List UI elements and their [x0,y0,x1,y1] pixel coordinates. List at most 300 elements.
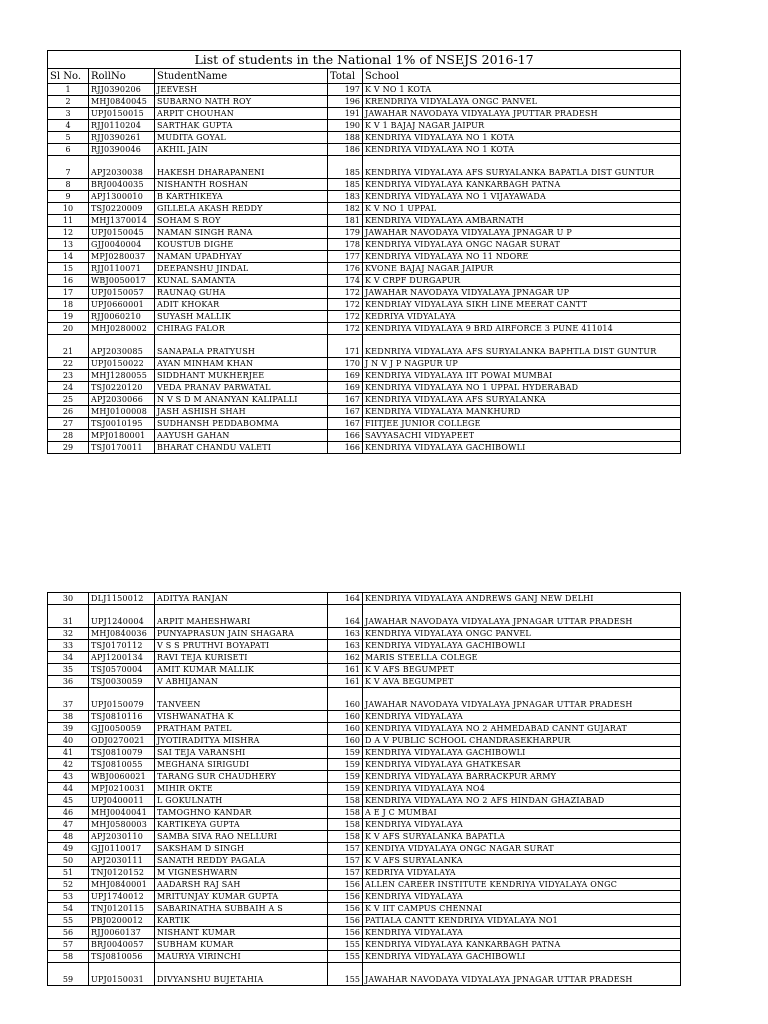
table-row [48,382,681,394]
sl-cell: 4 [48,120,89,132]
total-cell: 169 [328,382,363,394]
roll-no-cell: MHJ1280055 [89,370,155,382]
sl-cell: 46 [48,807,89,819]
school-cell: ALLEN CAREER INSTITUTE KENDRIYA VIDYALAYA ONGC [363,879,681,891]
total-cell: 155 [328,939,363,951]
sl-cell: 54 [48,903,89,915]
sl-cell: 14 [48,251,89,263]
school-cell: KENDIYA VIDYALAYA ONGC NAGAR SURAT [363,843,681,855]
student-name-cell: SUDHANSH PEDDABOMMA [155,418,328,430]
student-name-cell: DIVYANSHU BUJETAHIA [155,963,328,986]
roll-no-cell: APJ2030111 [89,855,155,867]
roll-no-cell: MHJ0840036 [89,628,155,640]
roll-no-cell: BRJ0040057 [89,939,155,951]
roll-no-cell: APJ1300010 [89,191,155,203]
student-name-cell: TARANG SUR CHAUDHERY [155,771,328,783]
roll-no-cell: APJ1200134 [89,652,155,664]
table-row [48,203,681,215]
sl-cell: 13 [48,239,89,251]
school-cell: K V AFS SURYALANKA BAPATLA [363,831,681,843]
total-cell: 155 [328,951,363,963]
table-row [48,676,681,688]
school-cell: KENDRIYA VIDYALAYA AFS SURYALANKA [363,394,681,406]
student-name-cell: N V S D M ANANYAN KALIPALLI [155,394,328,406]
school-cell: KEDRIYA VIDYALAYA [363,311,681,323]
sl-cell: 45 [48,795,89,807]
total-cell: 185 [328,156,363,179]
total-cell: 172 [328,323,363,335]
school-cell: K V NO 1 UPPAL [363,203,681,215]
school-cell: KENDRIYA VIDYALAYA NO 1 KOTA [363,132,681,144]
sl-cell: 57 [48,939,89,951]
total-cell: 190 [328,120,363,132]
sl-cell: 42 [48,759,89,771]
sl-cell: 1 [48,84,89,96]
roll-no-cell: GJJ0050059 [89,723,155,735]
roll-no-cell: MHJ0840045 [89,96,155,108]
total-cell: 167 [328,418,363,430]
school-cell: KENDRIYA VIDYALAYA NO 1 UPPAL HYDERABAD [363,382,681,394]
student-name-cell: KARTIKEYA GUPTA [155,819,328,831]
roll-no-cell: TSJ0220009 [89,203,155,215]
sl-cell: 20 [48,323,89,335]
sl-cell: 44 [48,783,89,795]
table-body [48,84,681,454]
student-name-cell: VEDA PRANAV PARWATAL [155,382,328,394]
roll-no-cell: UPJ0150045 [89,227,155,239]
table-row [48,394,681,406]
table-row [48,239,681,251]
table-row [48,311,681,323]
table-row [48,951,681,963]
table-row [48,179,681,191]
student-name-cell: ARPIT CHOUHAN [155,108,328,120]
total-cell: 159 [328,747,363,759]
school-cell: SAVYASACHI VIDYAPEET [363,430,681,442]
table-row [48,771,681,783]
roll-no-cell: ODJ0270021 [89,735,155,747]
school-cell: KENDRIYA VIDYALAYA [363,819,681,831]
roll-no-cell: TSJ0170112 [89,640,155,652]
school-cell: KENDRIYA VIDYALAYA NO 1 KOTA [363,144,681,156]
sl-cell: 8 [48,179,89,191]
school-cell: KENDRIYA VIDYALAYA AFS SURYALANKA BAPATLA DIST GUNTUR [363,156,681,179]
table-row [48,358,681,370]
sl-cell: 21 [48,335,89,358]
student-name-cell: L GOKULNATH [155,795,328,807]
sl-cell: 47 [48,819,89,831]
sl-cell: 53 [48,891,89,903]
total-cell: 166 [328,442,363,454]
school-cell: KENDRIYA VIDYALAYA NO 2 AHMEDABAD CANNT GUJARAT [363,723,681,735]
table-title: List of students in the National 1% of NSEJS 2016-17 [48,51,681,69]
school-cell: KENDRIYA VIDYALAYA KANKARBAGH PATNA [363,939,681,951]
student-name-cell: SAKSHAM D SINGH [155,843,328,855]
roll-no-cell: TSJ0030059 [89,676,155,688]
roll-no-cell: GJJ0110017 [89,843,155,855]
table-row [48,795,681,807]
roll-no-cell: RJJ0390261 [89,132,155,144]
school-cell: KENDRIYA VIDYALAYA IIT POWAI MUMBAI [363,370,681,382]
table-row [48,287,681,299]
sl-cell: 12 [48,227,89,239]
school-cell: KENDRIYA VIDYALAYA ANDREWS GANJ NEW DELHI [363,593,681,605]
student-name-cell: RAUNAQ GUHA [155,287,328,299]
total-cell: 176 [328,263,363,275]
school-cell: KEDNRIYA VIDYALAYA AFS SURYALANKA BAPHTLA DIST GUNTUR [363,335,681,358]
school-cell: KENDRIYA VIDYALAYA KANKARBAGH PATNA [363,179,681,191]
roll-no-cell: UPJ0150022 [89,358,155,370]
total-cell: 185 [328,179,363,191]
table-row [48,370,681,382]
school-cell: KENDRIYA VIDYALAYA ONGC PANVEL [363,628,681,640]
sl-cell: 23 [48,370,89,382]
total-cell: 158 [328,819,363,831]
student-name-cell: B KARTHIKEYA [155,191,328,203]
student-name-cell: MAURYA VIRINCHI [155,951,328,963]
roll-no-cell: WBJ0050017 [89,275,155,287]
table-body [48,593,681,986]
school-cell: D A V PUBLIC SCHOOL CHANDRASEKHARPUR [363,735,681,747]
sl-cell: 48 [48,831,89,843]
sl-cell: 26 [48,406,89,418]
roll-no-cell: TSJ0570004 [89,664,155,676]
total-cell: 158 [328,795,363,807]
total-cell: 167 [328,406,363,418]
total-cell: 169 [328,370,363,382]
roll-no-cell: APJ2030066 [89,394,155,406]
total-cell: 164 [328,593,363,605]
table-row [48,664,681,676]
school-cell: A E J C MUMBAI [363,807,681,819]
student-name-cell: GILLELA AKASH REDDY [155,203,328,215]
school-cell: K V AFS SURYALANKA [363,855,681,867]
sl-cell: 31 [48,605,89,628]
total-cell: 196 [328,96,363,108]
sl-cell: 58 [48,951,89,963]
sl-cell: 30 [48,593,89,605]
roll-no-cell: RJJ0110071 [89,263,155,275]
header-student-name: StudentName [155,69,328,84]
student-name-cell: PRATHAM PATEL [155,723,328,735]
sl-cell: 32 [48,628,89,640]
sl-cell: 2 [48,96,89,108]
table-row [48,831,681,843]
roll-no-cell: DLJ1150012 [89,593,155,605]
sl-cell: 15 [48,263,89,275]
sl-cell: 43 [48,771,89,783]
sl-cell: 6 [48,144,89,156]
total-cell: 161 [328,676,363,688]
roll-no-cell: TNJ0120115 [89,903,155,915]
total-cell: 160 [328,735,363,747]
table-row [48,711,681,723]
total-cell: 177 [328,251,363,263]
student-name-cell: V S S PRUTHVI BOYAPATI [155,640,328,652]
table-row [48,275,681,287]
student-name-cell: MIHIR OKTE [155,783,328,795]
school-cell: KENDRIAY VIDYALAYA SIKH LINE MEERAT CANTT [363,299,681,311]
students-table [47,50,681,454]
school-cell: J N V J P NAGPUR UP [363,358,681,370]
roll-no-cell: WBJ0060021 [89,771,155,783]
student-name-cell: ADIT KHOKAR [155,299,328,311]
total-cell: 158 [328,831,363,843]
sl-cell: 50 [48,855,89,867]
school-cell: KENDRIYA VIDYALAYA GACHIBOWLI [363,951,681,963]
roll-no-cell: TSJ0810056 [89,951,155,963]
roll-no-cell: MHJ1370014 [89,215,155,227]
student-name-cell: TANVEEN [155,688,328,711]
student-name-cell: NISHANTH ROSHAN [155,179,328,191]
student-name-cell: BHARAT CHANDU VALETI [155,442,328,454]
student-name-cell: SAMBA SIVA RAO NELLURI [155,831,328,843]
sl-cell: 36 [48,676,89,688]
sl-cell: 33 [48,640,89,652]
student-name-cell: SANAPALA PRATYUSH [155,335,328,358]
table-row [48,593,681,605]
student-name-cell: DEEPANSHU JINDAL [155,263,328,275]
table-row [48,132,681,144]
roll-no-cell: UPJ0400011 [89,795,155,807]
table-row [48,406,681,418]
school-cell: JAWAHAR NAVODAYA VIDYALAYA JPNAGAR UTTAR PRADESH [363,688,681,711]
students-table-continued [47,592,681,986]
sl-cell: 39 [48,723,89,735]
table-row [48,867,681,879]
student-name-cell: SABARINATHA SUBBAIH A S [155,903,328,915]
student-name-cell: ADITYA RANJAN [155,593,328,605]
roll-no-cell: GJJ0040004 [89,239,155,251]
sl-cell: 52 [48,879,89,891]
total-cell: 171 [328,335,363,358]
student-name-cell: VISHWANATHA K [155,711,328,723]
student-name-cell: KOUSTUB DIGHE [155,239,328,251]
total-cell: 156 [328,915,363,927]
roll-no-cell: RJJ0110204 [89,120,155,132]
roll-no-cell: MHJ0280002 [89,323,155,335]
sl-cell: 19 [48,311,89,323]
student-name-cell: MUDITA GOYAL [155,132,328,144]
student-name-cell: KUNAL SAMANTA [155,275,328,287]
total-cell: 164 [328,605,363,628]
table-row [48,191,681,203]
sl-cell: 18 [48,299,89,311]
total-cell: 160 [328,723,363,735]
table-row [48,652,681,664]
roll-no-cell: UPJ0150057 [89,287,155,299]
school-cell: JAWAHAR NAVODAYA VIDYALAYA JPNAGAR U P [363,227,681,239]
student-name-cell: AAYUSH GAHAN [155,430,328,442]
roll-no-cell: MPJ0210031 [89,783,155,795]
total-cell: 179 [328,227,363,239]
student-name-cell: NAMAN SINGH RANA [155,227,328,239]
roll-no-cell: UPJ0150031 [89,963,155,986]
roll-no-cell: TSJ0810116 [89,711,155,723]
sl-cell: 51 [48,867,89,879]
table-row [48,843,681,855]
sl-cell: 37 [48,688,89,711]
table-row [48,144,681,156]
student-name-cell: PUNYAPRASUN JAIN SHAGARA [155,628,328,640]
roll-no-cell: UPJ0150015 [89,108,155,120]
total-cell: 156 [328,879,363,891]
student-name-cell: SOHAM S ROY [155,215,328,227]
roll-no-cell: RJJ0060210 [89,311,155,323]
school-cell: K V AFS BEGUMPET [363,664,681,676]
school-cell: K V CRPF DURGAPUR [363,275,681,287]
roll-no-cell: MHJ0580003 [89,819,155,831]
total-cell: 159 [328,759,363,771]
school-cell: KENDRIYA VIDYALAYA GACHIBOWLI [363,747,681,759]
total-cell: 156 [328,891,363,903]
sl-cell: 41 [48,747,89,759]
total-cell: 181 [328,215,363,227]
total-cell: 160 [328,688,363,711]
table-row [48,215,681,227]
table-row [48,251,681,263]
total-cell: 197 [328,84,363,96]
sl-cell: 34 [48,652,89,664]
table-row [48,323,681,335]
roll-no-cell: MHJ0840001 [89,879,155,891]
roll-no-cell: RJJ0390206 [89,84,155,96]
sl-cell: 56 [48,927,89,939]
total-cell: 172 [328,287,363,299]
sl-cell: 11 [48,215,89,227]
total-cell: 163 [328,640,363,652]
school-cell: KENDRIYA VIDYALAYA NO 1 VIJAYAWADA [363,191,681,203]
table-row [48,807,681,819]
total-cell: 183 [328,191,363,203]
table-row [48,430,681,442]
roll-no-cell: TSJ0810079 [89,747,155,759]
school-cell: MARIS STEELLA COLEGE [363,652,681,664]
roll-no-cell: APJ2030110 [89,831,155,843]
student-name-cell: AMIT KUMAR MALLIK [155,664,328,676]
roll-no-cell: APJ2030085 [89,335,155,358]
table-row [48,759,681,771]
student-name-cell: SIDDHANT MUKHERJEE [155,370,328,382]
student-name-cell: RAVI TEJA KURISETI [155,652,328,664]
total-cell: 163 [328,628,363,640]
student-name-cell: TAMOGHNO KANDAR [155,807,328,819]
school-cell: K V AVA BEGUMPET [363,676,681,688]
school-cell: KENDRIYA VIDYALAYA GACHIBOWLI [363,640,681,652]
total-cell: 182 [328,203,363,215]
student-name-cell: SANATH REDDY PAGALA [155,855,328,867]
student-name-cell: JEEVESH [155,84,328,96]
sl-cell: 7 [48,156,89,179]
student-name-cell: AYAN MINHAM KHAN [155,358,328,370]
total-cell: 166 [328,430,363,442]
student-name-cell: AADARSH RAJ SAH [155,879,328,891]
table-row [48,108,681,120]
roll-no-cell: TSJ0170011 [89,442,155,454]
table-row [48,227,681,239]
table-row [48,915,681,927]
header-total: Total [328,69,363,84]
student-name-cell: JYOTIRADITYA MISHRA [155,735,328,747]
total-cell: 162 [328,652,363,664]
header-roll-no: RollNo [89,69,155,84]
total-cell: 161 [328,664,363,676]
school-cell: JAWAHAR NAVODAYA VIDYALAYA JPNAGAR UTTAR PRADESH [363,605,681,628]
sl-cell: 29 [48,442,89,454]
student-name-cell: AKHIL JAIN [155,144,328,156]
student-name-cell: KARTIK [155,915,328,927]
school-cell: JAWAHAR NAVODAYA VIDYALAYA JPNAGAR UP [363,287,681,299]
school-cell: KENDRIYA VIDYALAYA NO4 [363,783,681,795]
roll-no-cell: UPJ1240004 [89,605,155,628]
student-name-cell: SUBHAM KUMAR [155,939,328,951]
table-row [48,939,681,951]
table-row [48,903,681,915]
total-cell: 157 [328,843,363,855]
school-cell: JAWAHAR NAVODAYA VIDYALAYA JPUTTAR PRADESH [363,108,681,120]
total-cell: 160 [328,711,363,723]
table-row [48,879,681,891]
school-cell: KENDRIYA VIDYALAYA GACHIBOWLI [363,442,681,454]
student-name-cell: SARTHAK GUPTA [155,120,328,132]
table-row [48,418,681,430]
table-row [48,855,681,867]
school-cell: K V NO 1 KOTA [363,84,681,96]
student-name-cell: V ABHIJANAN [155,676,328,688]
sl-cell: 40 [48,735,89,747]
roll-no-cell: TSJ0810055 [89,759,155,771]
school-cell: KENDRIYA VIDYALAYA [363,711,681,723]
sl-cell: 28 [48,430,89,442]
table-row [48,723,681,735]
sl-cell: 5 [48,132,89,144]
roll-no-cell: BRJ0040035 [89,179,155,191]
roll-no-cell: UPJ0660001 [89,299,155,311]
total-cell: 188 [328,132,363,144]
student-name-cell: SAI TEJA VARANSHI [155,747,328,759]
sl-cell: 3 [48,108,89,120]
roll-no-cell: APJ2030038 [89,156,155,179]
total-cell: 172 [328,299,363,311]
table-row [48,605,681,628]
student-name-cell: ARPIT MAHESHWARI [155,605,328,628]
table-row [48,299,681,311]
student-name-cell: SUBARNO NATH ROY [155,96,328,108]
roll-no-cell: TSJ0220120 [89,382,155,394]
total-cell: 156 [328,903,363,915]
table-row [48,263,681,275]
sl-cell: 22 [48,358,89,370]
sl-cell: 9 [48,191,89,203]
school-cell: KENDRIYA VIDYALAYA NO 11 NDORE [363,251,681,263]
roll-no-cell: RJJ0060137 [89,927,155,939]
student-name-cell: MRITUNJAY KUMAR GUPTA [155,891,328,903]
roll-no-cell: TNJ0120152 [89,867,155,879]
student-name-cell: MEGHANA SIRIGUDI [155,759,328,771]
school-cell: FIITJEE JUNIOR COLLEGE [363,418,681,430]
school-cell: K V IIT CAMPUS CHENNAI [363,903,681,915]
roll-no-cell: MPJ0180001 [89,430,155,442]
school-cell: KENDRIYA VIDYALAYA BARRACKPUR ARMY [363,771,681,783]
total-cell: 170 [328,358,363,370]
roll-no-cell: MHJ0100008 [89,406,155,418]
total-cell: 155 [328,963,363,986]
school-cell: KENDRIYA VIDYALAYA [363,891,681,903]
roll-no-cell: UPJ0150079 [89,688,155,711]
table-row [48,747,681,759]
sl-cell: 17 [48,287,89,299]
sl-cell: 16 [48,275,89,287]
